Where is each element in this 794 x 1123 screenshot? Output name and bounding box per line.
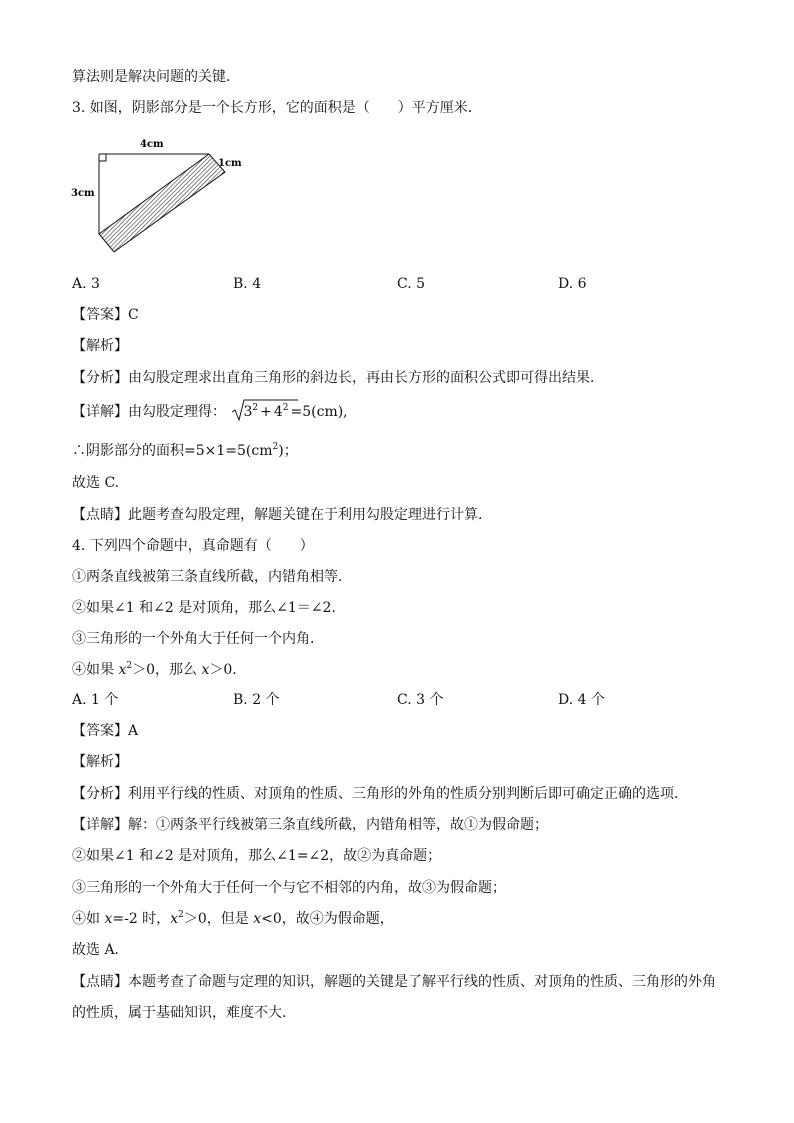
answer-value: A: [128, 723, 139, 739]
detail-text: 由勾股定理得：: [128, 404, 226, 420]
option-c: C. 5: [397, 276, 426, 292]
d4-text-b: =-2 时，: [112, 911, 171, 927]
option-a: A. 1 个: [72, 692, 119, 708]
label-1cm: 1cm: [218, 158, 242, 169]
p4-text-c: ＞0．: [209, 662, 247, 678]
rectangle-triangle-figure: [68, 132, 258, 262]
sqrt-expression: [232, 402, 288, 422]
var-x: x: [201, 662, 210, 678]
comment-tag: 【点睛】: [72, 974, 128, 990]
analysis-heading-4: 【解析】: [72, 754, 128, 770]
proposition-3: ③三角形的一个外角大于任何一个内角．: [72, 631, 324, 647]
shaded-rectangle: [99, 154, 225, 252]
sqrt-sign: [232, 399, 298, 423]
d4-text-c: ＞0，但是: [183, 911, 254, 927]
question-4: 4. 下列四个命题中，真命题有（ ）: [72, 538, 314, 554]
text-line-continuation: 算法则是解决问题的关键．: [72, 69, 240, 85]
p4-exp: 2: [126, 661, 133, 671]
var-x: x: [170, 911, 179, 927]
comment-tag: 【点睛】: [72, 507, 128, 523]
sqrt-plus: +: [260, 404, 272, 420]
d4-exp: 2: [178, 910, 184, 920]
sqrt-exp-b: 2: [282, 403, 289, 413]
analysis-3: [72, 368, 604, 388]
options-q4: [72, 690, 732, 710]
answer-4: [72, 721, 138, 741]
detail-4-line4: [72, 909, 394, 929]
proposition-1: ①两条直线被第三条直线所截，内错角相等．: [72, 569, 352, 585]
sqrt-exp-a: 2: [252, 403, 259, 413]
var-x: x: [104, 911, 113, 927]
option-a: A. 3: [72, 276, 100, 292]
figure-shapes: [99, 154, 225, 252]
answer-value: C: [128, 307, 139, 323]
option-d: D. 6: [558, 276, 587, 292]
proposition-2: ②如果∠1 和∠2 是对顶角，那么∠1＝∠2．: [72, 600, 346, 616]
p4-text-b: ＞0，那么: [132, 662, 202, 678]
detail-text: 解：①两条平行线被第三条直线所截，内错角相等，故①为假命题；: [128, 817, 548, 833]
comment-4-line2: 的性质，属于基础知识，难度不大．: [72, 1005, 296, 1021]
analysis-heading-3: 【解析】: [72, 338, 128, 354]
option-b: B. 4: [233, 276, 262, 292]
answer-tag: 【答案】: [72, 307, 128, 323]
detail-4-line2: ②如果∠1 和∠2 是对顶角，那么∠1=∠2，故②为真命题；: [72, 848, 442, 864]
question-3: 3. 如图，阴影部分是一个长方形，它的面积是（ ）平方厘米．: [72, 100, 482, 116]
analysis-text: 利用平行线的性质、对顶角的性质、三角形的外角的性质分别判断后即可确定正确的选项．: [128, 786, 688, 802]
option-b: B. 2 个: [233, 692, 280, 708]
options-q3: [72, 274, 732, 294]
choose-3: 故选 C.: [72, 475, 120, 491]
answer-3: [72, 305, 139, 325]
d4-text-d: <0，故④为假命题，: [261, 911, 394, 927]
proposition-4: [72, 660, 246, 680]
area-tail: )；: [278, 443, 298, 459]
analysis-tag: 【分析】: [72, 370, 128, 386]
detail-3-area: [72, 441, 298, 461]
answer-tag: 【答案】: [72, 723, 128, 739]
p4-text-a: ④如果: [72, 662, 119, 678]
var-x: x: [118, 662, 127, 678]
detail-tag: 【详解】: [72, 404, 128, 420]
comment-text: 此题考查勾股定理，解题关键在于利用勾股定理进行计算.: [128, 507, 483, 523]
comment-3: [72, 505, 482, 525]
comment-text: 本题考查了命题与定理的知识，解题的关键是了解平行线的性质、对顶角的性质、三角形的外角: [128, 974, 716, 990]
detail-4: [72, 815, 548, 835]
d4-text-a: ④如: [72, 911, 105, 927]
area-text: ∴阴影部分的面积=5×1=5(cm: [72, 443, 273, 459]
comment-4: [72, 972, 716, 992]
detail-3: [72, 402, 348, 422]
option-c: C. 3 个: [397, 692, 444, 708]
analysis-tag: 【分析】: [72, 786, 128, 802]
option-d: D. 4 个: [558, 692, 605, 708]
var-x: x: [253, 911, 262, 927]
sqrt-base-3: 3: [243, 404, 253, 420]
analysis-text: 由勾股定理求出直角三角形的斜边长，再由长方形的面积公式即可得出结果．: [128, 370, 604, 386]
sqrt-base-4: 4: [273, 404, 283, 420]
detail-tag: 【详解】: [72, 817, 128, 833]
label-4cm: 4cm: [140, 139, 164, 150]
choose-4: 故选 A．: [72, 942, 129, 958]
label-3cm: 3cm: [71, 188, 95, 199]
detail-result: =5(cm),: [290, 404, 348, 420]
detail-4-line3: ③三角形的一个外角大于任何一个与它不相邻的内角，故③为假命题；: [72, 880, 506, 896]
analysis-4: [72, 784, 688, 804]
area-exp: 2: [272, 442, 279, 452]
